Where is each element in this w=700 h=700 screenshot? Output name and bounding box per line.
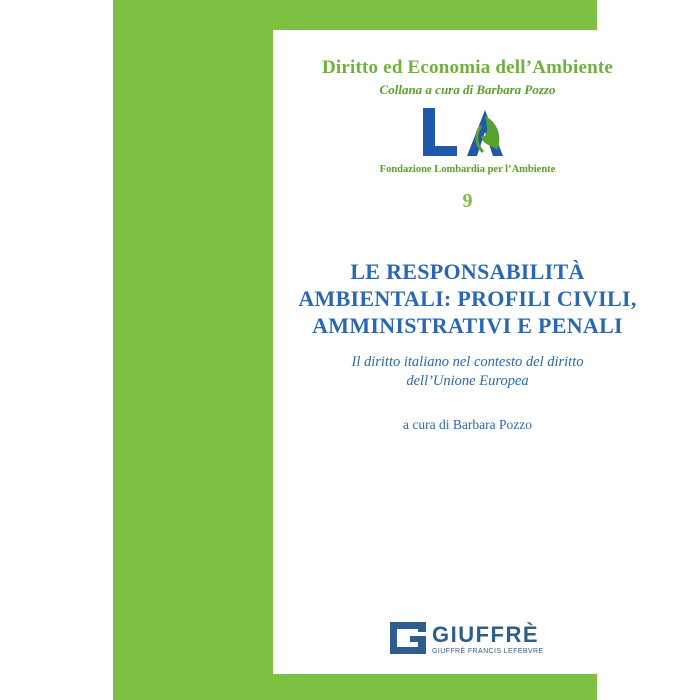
book-cover <box>113 0 637 700</box>
title-line: AMBIENTALI: PROFILI CIVILI, <box>298 286 637 311</box>
foundation-name: Fondazione Lombardia per l’Ambiente <box>379 164 556 175</box>
subtitle-line: Il diritto italiano nel contesto del diritto <box>351 354 584 370</box>
cover-panel <box>273 30 662 674</box>
publisher-icon <box>388 620 428 656</box>
series-title: Diritto ed Economia dell’Ambiente <box>321 57 614 78</box>
publisher-logo <box>388 620 558 662</box>
book-editor: a cura di Barbara Pozzo <box>403 417 532 432</box>
title-line: LE RESPONSABILITÀ <box>350 259 585 284</box>
publisher-subname: GIUFFRÈ FRANCIS LEFEBVRE <box>432 648 544 655</box>
title-line: AMMINISTRATIVI E PENALI <box>312 313 623 338</box>
series-editor: Collana a cura di Barbara Pozzo <box>379 82 556 97</box>
foundation-logo <box>421 106 513 162</box>
book-subtitle <box>273 353 662 391</box>
volume-number: 9 <box>462 190 473 212</box>
book-title <box>273 258 662 339</box>
publisher-name: GIUFFRÈ <box>432 622 540 647</box>
subtitle-line: dell’Unione Europea <box>406 373 529 389</box>
